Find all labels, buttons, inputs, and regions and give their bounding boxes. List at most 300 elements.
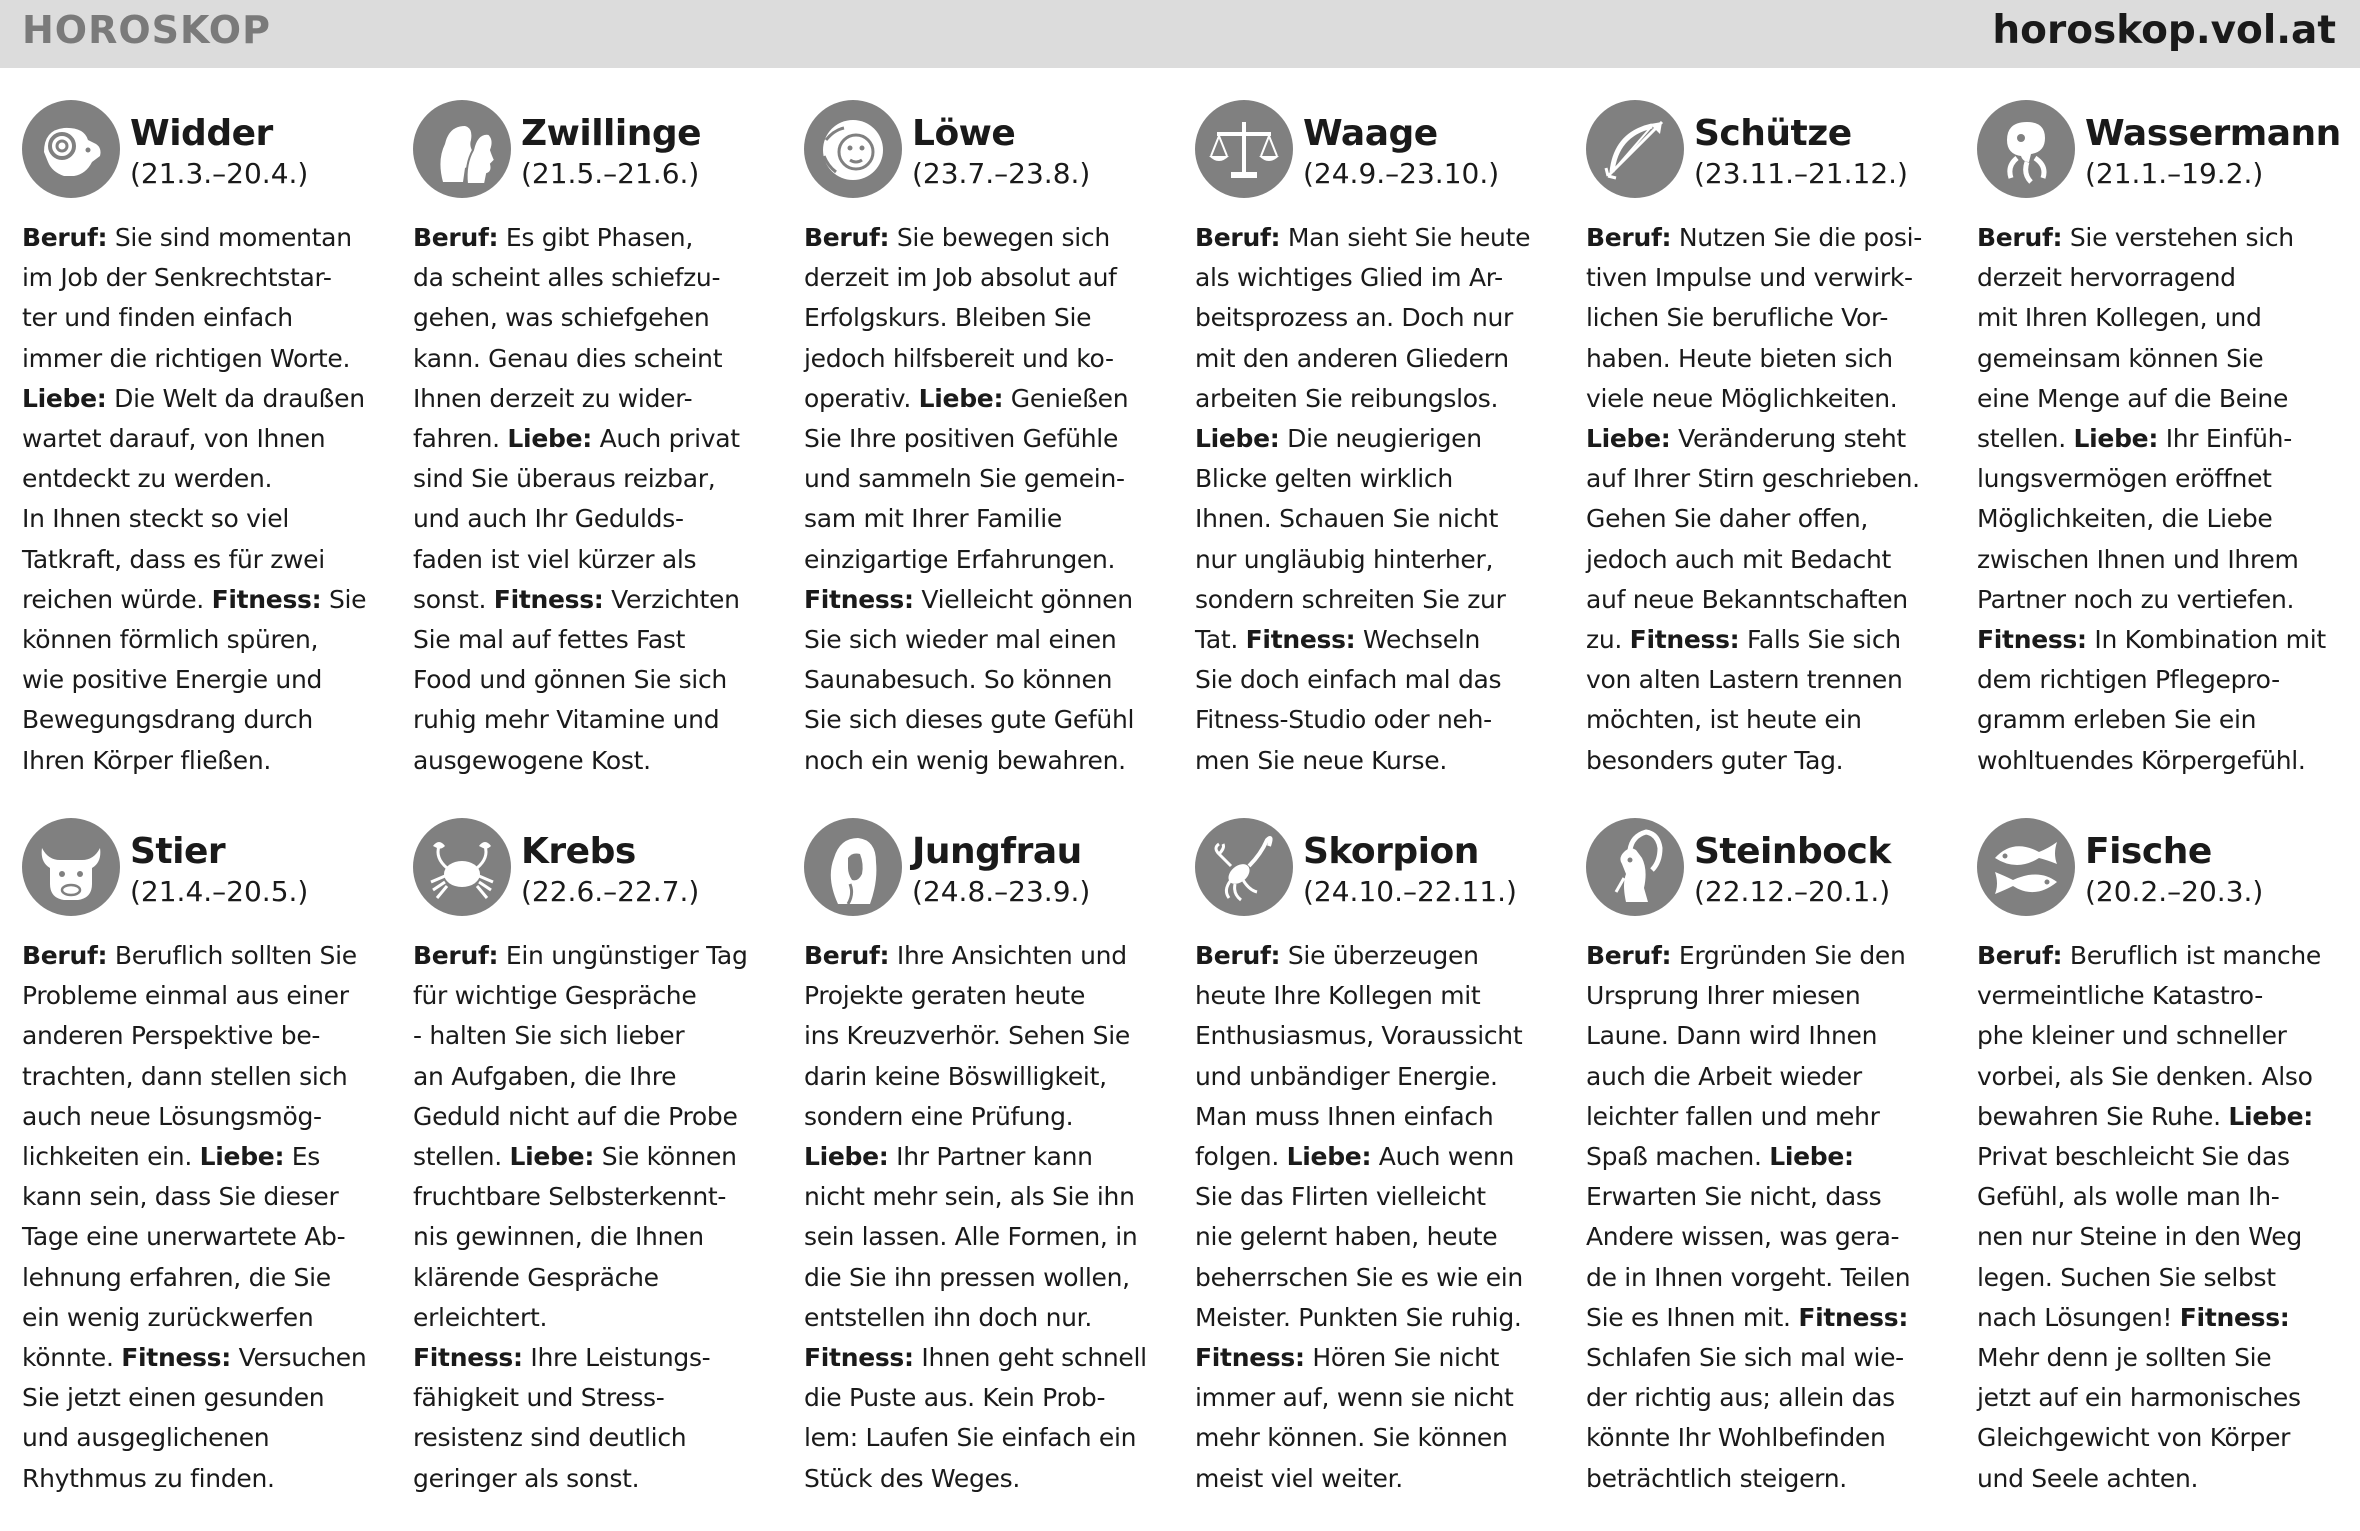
text-segment: Ihre Leistungs- — [522, 1343, 711, 1373]
sign-name: Schütze — [1694, 113, 1852, 154]
text-segment: sonst. — [413, 584, 494, 614]
text-segment: Tage eine unerwartete Ab- — [22, 1222, 346, 1252]
sign-date-range: (24.9.–23.10.) — [1303, 157, 1500, 190]
text-segment: Beruflich ist manche — [2062, 941, 2321, 970]
text-line — [1586, 1298, 1946, 1338]
text-line — [413, 540, 773, 580]
horoscope-text — [1586, 218, 1946, 781]
text-line — [1977, 580, 2337, 620]
text-line — [1195, 499, 1555, 539]
virgin-icon — [804, 818, 902, 916]
text-line — [1977, 1459, 2337, 1499]
horoscope-fische — [1977, 818, 2337, 1518]
text-line — [22, 700, 382, 740]
sign-name: Stier — [130, 831, 226, 872]
text-line — [22, 1338, 382, 1378]
twins-icon — [413, 100, 511, 198]
text-segment: könnte. — [22, 1343, 122, 1373]
text-line — [1195, 580, 1555, 620]
text-line — [1195, 1378, 1555, 1418]
category-label: Beruf: — [22, 941, 108, 970]
text-line — [22, 499, 382, 539]
text-line — [1586, 1217, 1946, 1257]
category-label: Beruf: — [1977, 223, 2063, 252]
horoscope-jungfrau — [804, 818, 1164, 1518]
horoscope-text — [413, 936, 773, 1499]
text-segment: gehen, was schiefgehen — [413, 303, 710, 333]
text-line — [1586, 1258, 1946, 1298]
text-line — [413, 936, 773, 976]
text-line — [1977, 620, 2337, 660]
text-line — [1586, 1338, 1946, 1378]
text-line — [804, 499, 1164, 539]
text-segment: entstellen ihn doch nur. — [804, 1302, 1093, 1332]
text-line — [1586, 741, 1946, 781]
horoscope-wassermann — [1977, 100, 2341, 800]
text-line — [1586, 459, 1946, 499]
category-label: Beruf: — [804, 223, 890, 252]
text-line — [804, 1298, 1164, 1338]
site-url[interactable]: horoskop.vol.at — [1992, 8, 2336, 53]
text-line — [1195, 218, 1555, 258]
text-segment: Geduld nicht auf die Probe — [413, 1101, 738, 1131]
text-segment: kann. Genau dies scheint — [413, 343, 723, 373]
text-segment: Versuchen — [230, 1343, 367, 1373]
fish-icon — [1977, 818, 2075, 916]
sign-name: Krebs — [521, 831, 636, 872]
sign-name: Jungfrau — [912, 831, 1082, 872]
text-segment: Food und gönnen Sie sich — [413, 665, 727, 695]
text-segment: sondern eine Prüfung. — [804, 1101, 1074, 1131]
text-line — [1977, 379, 2337, 419]
text-segment: darin keine Böswilligkeit, — [804, 1061, 1107, 1091]
text-segment: Rhythmus zu finden. — [22, 1463, 275, 1493]
text-line — [1195, 1418, 1555, 1458]
text-line — [413, 620, 773, 660]
text-line — [1586, 1459, 1946, 1499]
text-line — [22, 1378, 382, 1418]
text-line — [22, 218, 382, 258]
text-line — [1977, 1258, 2337, 1298]
horoscope-schütze — [1586, 100, 1946, 800]
text-segment: Gleichgewicht von Körper — [1977, 1423, 2291, 1453]
text-segment: auch die Arbeit wieder — [1586, 1061, 1862, 1091]
sign-date-range: (21.3.–20.4.) — [130, 157, 309, 190]
text-line — [1195, 620, 1555, 660]
category-label: Fitness: — [1245, 625, 1356, 655]
text-line — [22, 339, 382, 379]
text-segment: Auch privat — [591, 424, 740, 454]
text-segment: Sie sich wieder mal einen — [804, 625, 1117, 655]
text-line — [804, 700, 1164, 740]
text-line — [1195, 1097, 1555, 1137]
text-segment: ter und finden einfach — [22, 303, 293, 333]
text-segment: Tat. — [1195, 625, 1246, 655]
text-segment: lichkeiten ein. — [22, 1142, 200, 1172]
text-segment: Hören Sie nicht — [1304, 1343, 1500, 1373]
text-line — [22, 976, 382, 1016]
text-segment: phe kleiner und schneller — [1977, 1021, 2287, 1051]
text-segment: lem: Laufen Sie einfach ein — [804, 1423, 1137, 1453]
text-line — [413, 1418, 773, 1458]
text-segment: Probleme einmal aus einer — [22, 981, 349, 1011]
text-segment: leichter fallen und mehr — [1586, 1101, 1880, 1131]
text-line — [1586, 1097, 1946, 1137]
text-segment: die Sie ihn pressen wollen, — [804, 1262, 1130, 1292]
category-label: Fitness: — [1798, 1302, 1909, 1332]
text-segment: Es gibt Phasen, — [498, 223, 694, 252]
text-line — [1977, 700, 2337, 740]
text-segment: Ihr Einfüh- — [2158, 424, 2292, 454]
text-line — [22, 298, 382, 338]
text-segment: Projekte geraten heute — [804, 981, 1086, 1011]
text-line — [413, 1298, 773, 1338]
text-line — [804, 1057, 1164, 1097]
text-line — [22, 1418, 382, 1458]
text-line — [1586, 339, 1946, 379]
text-segment: auf Ihrer Stirn geschrieben. — [1586, 464, 1920, 494]
text-line — [1977, 1177, 2337, 1217]
text-line — [804, 540, 1164, 580]
text-line — [413, 339, 773, 379]
text-segment: Sie können — [594, 1142, 737, 1172]
text-segment: mit den anderen Gliedern — [1195, 343, 1509, 373]
text-line — [22, 1298, 382, 1338]
text-segment: auch neue Lösungsmög- — [22, 1101, 322, 1131]
text-line — [1977, 1418, 2337, 1458]
text-segment: fruchtbare Selbsterkennt- — [413, 1182, 727, 1212]
text-segment: ausgewogene Kost. — [413, 745, 651, 775]
text-segment: Beruflich sollten Sie — [107, 941, 357, 970]
text-line — [413, 976, 773, 1016]
text-line — [1977, 540, 2337, 580]
text-segment: ins Kreuzverhör. Sehen Sie — [804, 1021, 1130, 1051]
text-segment: Wechseln — [1355, 625, 1481, 655]
text-line — [1195, 1459, 1555, 1499]
horoscope-zwillinge — [413, 100, 773, 800]
horoscope-waage — [1195, 100, 1555, 800]
text-line — [413, 1338, 773, 1378]
text-line — [1586, 1137, 1946, 1177]
text-segment: wohltuendes Körpergefühl. — [1977, 745, 2306, 775]
text-line — [804, 1418, 1164, 1458]
text-segment: Die neugierigen — [1279, 424, 1482, 454]
text-segment: In Kombination mit — [2086, 625, 2326, 655]
text-line — [22, 936, 382, 976]
text-segment: könnte Ihr Wohlbefinden — [1586, 1423, 1886, 1453]
text-segment: vermeintliche Katastro- — [1977, 981, 2263, 1011]
category-label: Fitness: — [804, 584, 914, 614]
sign-name: Steinbock — [1694, 831, 1891, 872]
text-segment: Ergründen Sie den — [1671, 941, 1906, 970]
category-label: Liebe: — [2228, 1101, 2313, 1131]
text-line — [1977, 976, 2337, 1016]
text-segment: Bewegungsdrang durch — [22, 705, 313, 735]
text-line — [413, 379, 773, 419]
scorpion-icon — [1195, 818, 1293, 916]
text-segment: stellen. — [1977, 424, 2074, 454]
text-segment: zu. — [1586, 625, 1630, 655]
text-line — [804, 660, 1164, 700]
horoscope-text — [1195, 936, 1555, 1499]
text-line — [804, 936, 1164, 976]
text-line — [1977, 258, 2337, 298]
text-segment: eine Menge auf die Beine — [1977, 383, 2289, 413]
sign-date-range: (21.4.–20.5.) — [130, 875, 309, 908]
text-segment: de in Ihnen vorgeht. Teilen — [1586, 1262, 1911, 1292]
text-line — [22, 1258, 382, 1298]
text-line — [804, 741, 1164, 781]
text-segment: ruhig mehr Vitamine und — [413, 705, 720, 735]
horoscope-text — [804, 218, 1164, 781]
text-line — [1977, 459, 2337, 499]
text-segment: Sie sind momentan — [107, 223, 352, 252]
text-line — [804, 1097, 1164, 1137]
text-line — [1195, 419, 1555, 459]
text-segment: trachten, dann stellen sich — [22, 1061, 348, 1091]
text-line — [1586, 1418, 1946, 1458]
sign-date-range: (21.5.–21.6.) — [521, 157, 700, 190]
category-label: Fitness: — [121, 1343, 231, 1373]
category-label: Beruf: — [1586, 941, 1672, 970]
text-line — [413, 419, 773, 459]
text-line — [1586, 1177, 1946, 1217]
text-segment: Veränderung steht — [1670, 424, 1906, 454]
text-line — [1586, 499, 1946, 539]
text-segment: entdeckt zu werden. — [22, 464, 273, 494]
sign-date-range: (23.7.–23.8.) — [912, 157, 1091, 190]
text-line — [413, 741, 773, 781]
text-line — [22, 1217, 382, 1257]
text-line — [413, 1057, 773, 1097]
text-segment: für wichtige Gespräche — [413, 981, 697, 1011]
category-label: Fitness: — [1629, 625, 1740, 655]
category-label: Beruf: — [804, 941, 890, 970]
text-line — [1586, 1057, 1946, 1097]
text-segment: nie gelernt haben, heute — [1195, 1222, 1498, 1252]
text-line — [804, 580, 1164, 620]
category-label: Fitness: — [2179, 1302, 2290, 1332]
text-line — [1195, 298, 1555, 338]
text-line — [1977, 298, 2337, 338]
category-label: Beruf: — [1195, 223, 1281, 252]
text-segment: Sie — [321, 584, 367, 614]
text-line — [413, 660, 773, 700]
text-line — [22, 540, 382, 580]
horoscope-text — [804, 936, 1164, 1499]
text-line — [1977, 1016, 2337, 1056]
text-segment: Fitness-Studio oder neh- — [1195, 705, 1492, 735]
text-segment: Partner noch zu vertiefen. — [1977, 584, 2295, 614]
text-segment: meist viel weiter. — [1195, 1463, 1403, 1493]
text-segment: In Ihnen steckt so viel — [22, 504, 290, 534]
text-segment: Ihren Körper fließen. — [22, 745, 272, 775]
text-line — [1195, 1258, 1555, 1298]
text-segment: Gehen Sie daher offen, — [1586, 504, 1869, 534]
text-line — [413, 218, 773, 258]
text-segment: Sie mal auf fettes Fast — [413, 625, 686, 655]
text-segment: Gefühl, als wolle man Ih- — [1977, 1182, 2280, 1212]
text-line — [22, 379, 382, 419]
text-segment: Sie verstehen sich — [2062, 223, 2294, 252]
water-bearer-icon — [1977, 100, 2075, 198]
sign-date-range: (24.8.–23.9.) — [912, 875, 1091, 908]
sign-date-range: (22.12.–20.1.) — [1694, 875, 1891, 908]
sign-name: Wassermann — [2085, 113, 2341, 154]
text-line — [22, 419, 382, 459]
text-segment: fahren. — [413, 424, 508, 454]
sign-date-range: (24.10.–22.11.) — [1303, 875, 1517, 908]
text-segment: faden ist viel kürzer als — [413, 544, 697, 574]
text-segment: haben. Heute bieten sich — [1586, 343, 1893, 373]
text-line — [1586, 218, 1946, 258]
text-line — [1195, 660, 1555, 700]
text-line — [1586, 540, 1946, 580]
text-line — [413, 1137, 773, 1177]
text-segment: fähigkeit und Stress- — [413, 1383, 665, 1413]
text-line — [413, 1459, 773, 1499]
sign-name: Waage — [1303, 113, 1438, 154]
text-segment: Meister. Punkten Sie ruhig. — [1195, 1302, 1522, 1332]
text-segment: derzeit im Job absolut auf — [804, 263, 1117, 293]
horoscope-text — [1586, 936, 1946, 1499]
text-line — [1586, 580, 1946, 620]
text-line — [413, 499, 773, 539]
text-line — [22, 1016, 382, 1056]
text-segment: bewahren Sie Ruhe. — [1977, 1101, 2229, 1131]
text-line — [22, 1137, 382, 1177]
text-line — [1977, 1217, 2337, 1257]
text-segment: immer auf, wenn sie nicht — [1195, 1383, 1514, 1413]
sign-date-range: (22.6.–22.7.) — [521, 875, 700, 908]
text-line — [1586, 620, 1946, 660]
text-segment: nicht mehr sein, als Sie ihn — [804, 1182, 1135, 1212]
category-label: Fitness: — [1195, 1343, 1305, 1373]
text-segment: operativ. — [804, 383, 919, 413]
text-line — [1977, 741, 2337, 781]
text-line — [1977, 660, 2337, 700]
text-line — [1195, 1137, 1555, 1177]
text-segment: von alten Lastern trennen — [1586, 665, 1903, 695]
text-segment: Spaß machen. — [1586, 1142, 1770, 1172]
lion-icon — [804, 100, 902, 198]
text-line — [1195, 1217, 1555, 1257]
text-segment: anderen Perspektive be- — [22, 1021, 321, 1051]
category-label: Liebe: — [507, 424, 592, 454]
text-line — [804, 419, 1164, 459]
text-line — [1195, 379, 1555, 419]
text-segment: Ihnen derzeit zu wider- — [413, 383, 693, 413]
text-segment: Saunabesuch. So können — [804, 665, 1113, 695]
text-line — [1195, 339, 1555, 379]
text-line — [1195, 1177, 1555, 1217]
text-line — [22, 660, 382, 700]
sign-date-range: (20.2.–20.3.) — [2085, 875, 2264, 908]
text-segment: der richtig aus; allein das — [1586, 1383, 1895, 1413]
text-line — [1977, 936, 2337, 976]
text-segment: nen nur Steine in den Weg — [1977, 1222, 2302, 1252]
text-segment: mehr können. Sie können — [1195, 1423, 1508, 1453]
text-segment: lichen Sie berufliche Vor- — [1586, 303, 1889, 333]
text-line — [804, 620, 1164, 660]
text-segment: sind Sie überaus reizbar, — [413, 464, 716, 494]
text-line — [804, 976, 1164, 1016]
category-label: Liebe: — [1195, 424, 1280, 454]
text-line — [413, 1378, 773, 1418]
text-segment: legen. Suchen Sie selbst — [1977, 1262, 2276, 1292]
text-line — [22, 1057, 382, 1097]
text-segment: Sie es Ihnen mit. — [1586, 1302, 1799, 1332]
text-segment: Die Welt da draußen — [106, 383, 365, 413]
text-line — [1586, 1378, 1946, 1418]
horoscope-text — [413, 218, 773, 781]
text-segment: tiven Impulse und verwirk- — [1586, 263, 1913, 293]
text-segment: ein wenig zurückwerfen — [22, 1302, 314, 1332]
text-line — [1586, 976, 1946, 1016]
text-line — [1195, 459, 1555, 499]
text-line — [22, 580, 382, 620]
crab-icon — [413, 818, 511, 916]
text-segment: derzeit hervorragend — [1977, 263, 2236, 293]
text-segment: Mehr denn je sollten Sie — [1977, 1343, 2272, 1373]
category-label: Fitness: — [804, 1343, 914, 1373]
text-line — [804, 258, 1164, 298]
text-line — [22, 459, 382, 499]
page-header — [0, 0, 2360, 68]
text-segment: Sie Ihre positiven Gefühle — [804, 424, 1119, 454]
text-segment: Sie überzeugen — [1280, 941, 1479, 970]
text-segment: jedoch hilfsbereit und ko- — [804, 343, 1114, 373]
category-label: Beruf: — [413, 941, 499, 970]
text-line — [22, 1459, 382, 1499]
text-segment: an Aufgaben, die Ihre — [413, 1061, 677, 1091]
text-segment: Falls Sie sich — [1739, 625, 1901, 655]
horoscope-text — [1977, 936, 2337, 1499]
text-segment: folgen. — [1195, 1142, 1287, 1172]
text-segment: dem richtigen Pflegepro- — [1977, 665, 2280, 695]
text-segment: stellen. — [413, 1142, 510, 1172]
category-label: Fitness: — [1977, 625, 2087, 655]
text-line — [413, 1016, 773, 1056]
category-label: Liebe: — [1286, 1142, 1372, 1172]
category-label: Fitness: — [413, 1343, 523, 1373]
text-segment: arbeiten Sie reibungslos. — [1195, 383, 1499, 413]
text-segment: beitsprozess an. Doch nur — [1195, 303, 1514, 333]
sign-date-range: (23.11.–21.12.) — [1694, 157, 1908, 190]
category-label: Liebe: — [1586, 424, 1671, 454]
text-segment: beträchtlich steigern. — [1586, 1463, 1847, 1493]
text-segment: und auch Ihr Gedulds- — [413, 504, 684, 534]
text-segment: da scheint alles schiefzu- — [413, 263, 721, 293]
text-segment: viele neue Möglichkeiten. — [1586, 383, 1898, 413]
text-segment: zwischen Ihnen und Ihrem — [1977, 544, 2299, 574]
text-segment: gemeinsam können Sie — [1977, 343, 2264, 373]
text-segment: Enthusiasmus, Voraussicht — [1195, 1021, 1523, 1051]
text-segment: nur ungläubig hinterher, — [1195, 544, 1494, 574]
sign-name: Fische — [2085, 831, 2212, 872]
text-segment: Nutzen Sie die posi- — [1671, 223, 1922, 252]
text-line — [804, 459, 1164, 499]
text-line — [804, 218, 1164, 258]
text-line — [1586, 660, 1946, 700]
text-segment: klärende Gespräche — [413, 1262, 659, 1292]
text-line — [22, 620, 382, 660]
text-segment: Sie jetzt einen gesunden — [22, 1383, 325, 1413]
text-segment: möchten, ist heute ein — [1586, 705, 1862, 735]
text-line — [1195, 540, 1555, 580]
text-line — [1195, 700, 1555, 740]
category-label: Liebe: — [918, 383, 1004, 413]
